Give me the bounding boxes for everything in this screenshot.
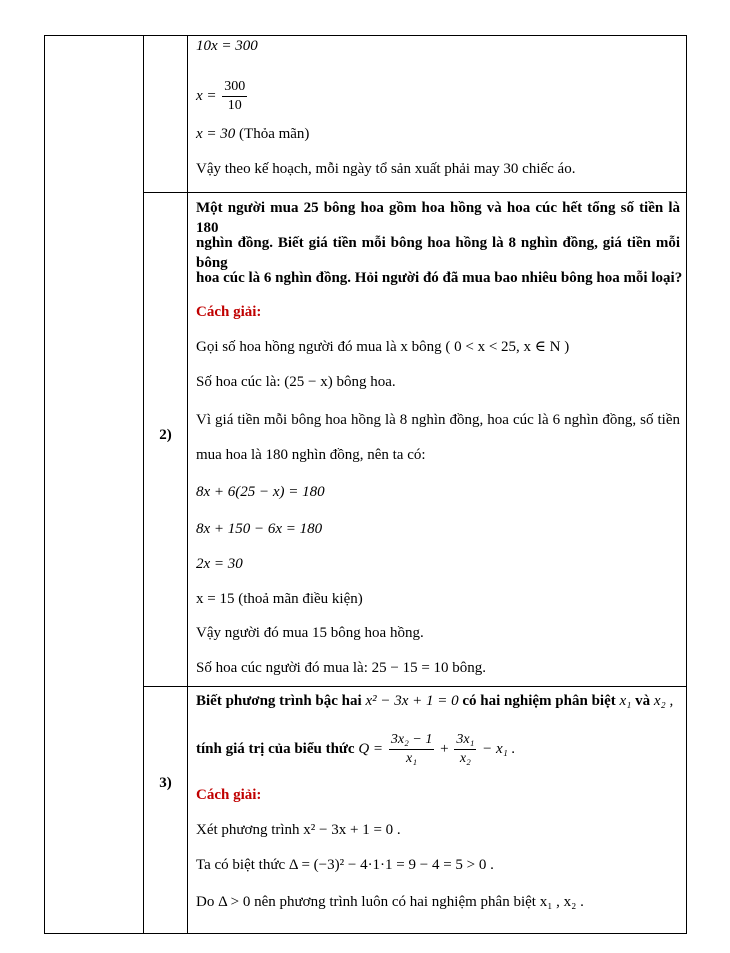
table-row xyxy=(45,36,687,193)
problem-text: và xyxy=(635,693,651,709)
plus-sign: + xyxy=(440,741,449,757)
result-line xyxy=(196,124,680,144)
problem-text: tính giá trị của biểu thức xyxy=(196,741,355,757)
answer-cell xyxy=(188,687,687,934)
fraction xyxy=(454,731,476,768)
question-number-cell xyxy=(144,193,188,687)
solution-line: mua hoa là 180 nghìn đồng, nên ta có: xyxy=(196,447,426,463)
problem-line: hoa cúc là 6 nghìn đồng. Hỏi người đó đã mua bao nhiêu bông hoa mỗi loại? xyxy=(196,270,683,286)
equation-line: 8x + 150 − 6x = 180 xyxy=(196,521,323,537)
solution-label: Cách giải: xyxy=(196,304,262,320)
solution-line: Số hoa cúc là: (25 − x) bông hoa. xyxy=(196,374,396,390)
solution-line: Gọi số hoa hồng người đó mua là x bông ( 0 < x < 25, x ∈ N ) xyxy=(196,339,570,355)
result-equation: x = 30 xyxy=(196,126,236,142)
question-number: 2) xyxy=(159,427,172,443)
equation-line: 10x = 300 xyxy=(196,38,258,54)
problem-line xyxy=(196,729,680,769)
conclusion-line: Vậy theo kế hoạch, mỗi ngày tổ sản xuất phải may 30 chiếc áo. xyxy=(196,161,576,177)
fraction-numerator: 3x₂ − 1 xyxy=(389,731,435,750)
answer-cell xyxy=(188,193,687,687)
problem-line xyxy=(196,691,680,711)
empty-cell xyxy=(45,36,144,934)
solution-line: Vì giá tiền mỗi bông hoa hồng là 8 nghìn đồng, hoa cúc là 6 nghìn đồng, số tiền xyxy=(196,412,680,428)
solution-line: Ta có biệt thức Δ = (−3)² − 4·1·1 = 9 − 4 = 5 > 0 . xyxy=(196,857,494,873)
problem-line: nghìn đồng. Biết giá tiền mỗi bông hoa hồng là 8 nghìn đồng, giá tiền mỗi bông xyxy=(196,235,680,271)
solution-table xyxy=(44,35,687,934)
problem-equation: x² − 3x + 1 = 0 xyxy=(365,693,459,709)
result-note: (Thỏa mãn) xyxy=(239,126,310,142)
fraction-denominator: x₁ xyxy=(406,751,418,767)
fraction-numerator: 3x₁ xyxy=(454,731,476,750)
equation-line: 2x = 30 xyxy=(196,556,243,572)
problem-text: có hai nghiệm phân biệt xyxy=(462,693,616,709)
question-number: 3) xyxy=(159,775,172,791)
root-x1: x₁ xyxy=(619,693,632,709)
fraction-numerator: 300 xyxy=(222,78,247,97)
root-x2: x₂ , xyxy=(653,693,674,709)
question-number-cell xyxy=(144,36,188,193)
question-number-cell xyxy=(144,687,188,934)
equation-line: 8x + 6(25 − x) = 180 xyxy=(196,484,325,500)
expression-lhs: Q = xyxy=(358,741,384,757)
problem-text: Biết phương trình bậc hai xyxy=(196,693,362,709)
solution-line: Số hoa cúc người đó mua là: 25 − 15 = 10 bông. xyxy=(196,660,487,676)
answer-cell xyxy=(188,36,687,193)
fraction-denominator: 10 xyxy=(227,98,242,113)
solution-line: Vậy người đó mua 15 bông hoa hồng. xyxy=(196,625,424,641)
fraction-equation xyxy=(196,78,680,115)
fraction xyxy=(389,731,435,768)
equation-line: x = 15 (thoả mãn điều kiện) xyxy=(196,591,363,607)
fraction xyxy=(222,78,247,115)
solution-line: Xét phương trình x² − 3x + 1 = 0 . xyxy=(196,822,401,838)
solution-line: Do Δ > 0 nên phương trình luôn có hai nghiệm phân biệt x₁ , x₂ . xyxy=(196,894,584,910)
equation-lhs: x = xyxy=(196,87,217,104)
problem-line: Một người mua 25 bông hoa gồm hoa hồng và hoa cúc hết tổng số tiền là 180 xyxy=(196,200,680,236)
expression-tail: − x₁ . xyxy=(482,741,516,757)
solution-label: Cách giải: xyxy=(196,787,262,803)
fraction-denominator: x₂ xyxy=(459,751,471,767)
